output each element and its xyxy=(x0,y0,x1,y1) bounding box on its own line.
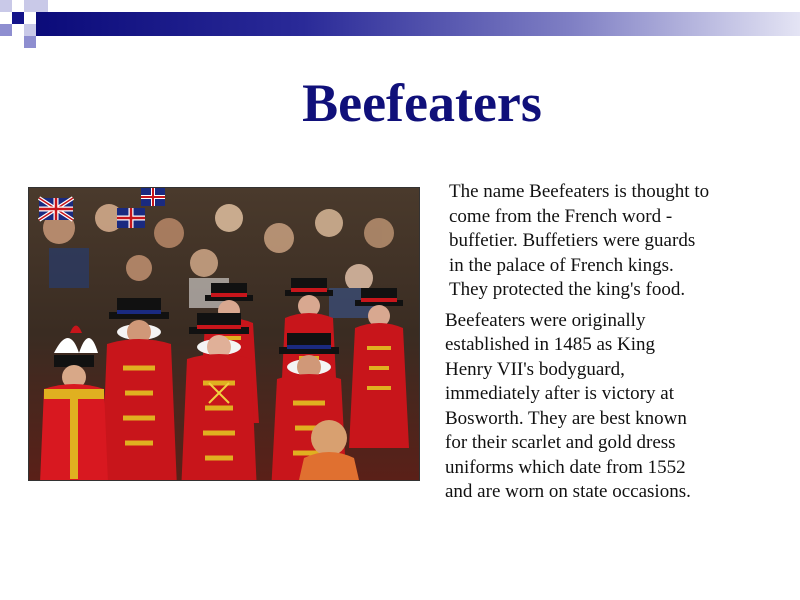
paragraph-2 xyxy=(440,309,770,505)
decor-square xyxy=(24,0,36,12)
header-bar xyxy=(36,12,800,36)
decor-square xyxy=(24,24,36,36)
text-line: for their scarlet and gold dress xyxy=(445,432,676,453)
decor-square xyxy=(24,36,36,48)
text-line: They protected the king's food. xyxy=(449,279,686,300)
text-line: in the palace of French kings. xyxy=(449,254,674,276)
text-line: uniforms which date from 1552 xyxy=(445,456,686,478)
decor-square xyxy=(36,0,48,12)
paragraph-1 xyxy=(440,180,770,303)
text-line: established in 1485 as King xyxy=(445,334,656,355)
text-line: immediately after is victory at xyxy=(445,383,674,404)
beefeaters-parade-illustration xyxy=(29,188,419,480)
text-line: Bosworth. They are best known xyxy=(445,407,687,429)
text-line: come from the French word - xyxy=(449,205,673,227)
text-line: and are worn on state occasions. xyxy=(445,481,691,502)
text-line: The name Beefeaters is thought to xyxy=(449,181,710,202)
text-line: Beefeaters were originally xyxy=(445,309,646,331)
slide-body xyxy=(440,180,770,511)
slide-title: Beefeaters xyxy=(302,73,542,133)
decor-square xyxy=(0,24,12,36)
decor-square xyxy=(12,12,24,24)
text-line: Henry VII's bodyguard, xyxy=(445,358,625,380)
text-line: buffetier. Buffetiers were guards xyxy=(449,230,696,251)
decor-square xyxy=(0,0,12,12)
beefeaters-photo xyxy=(28,187,420,481)
